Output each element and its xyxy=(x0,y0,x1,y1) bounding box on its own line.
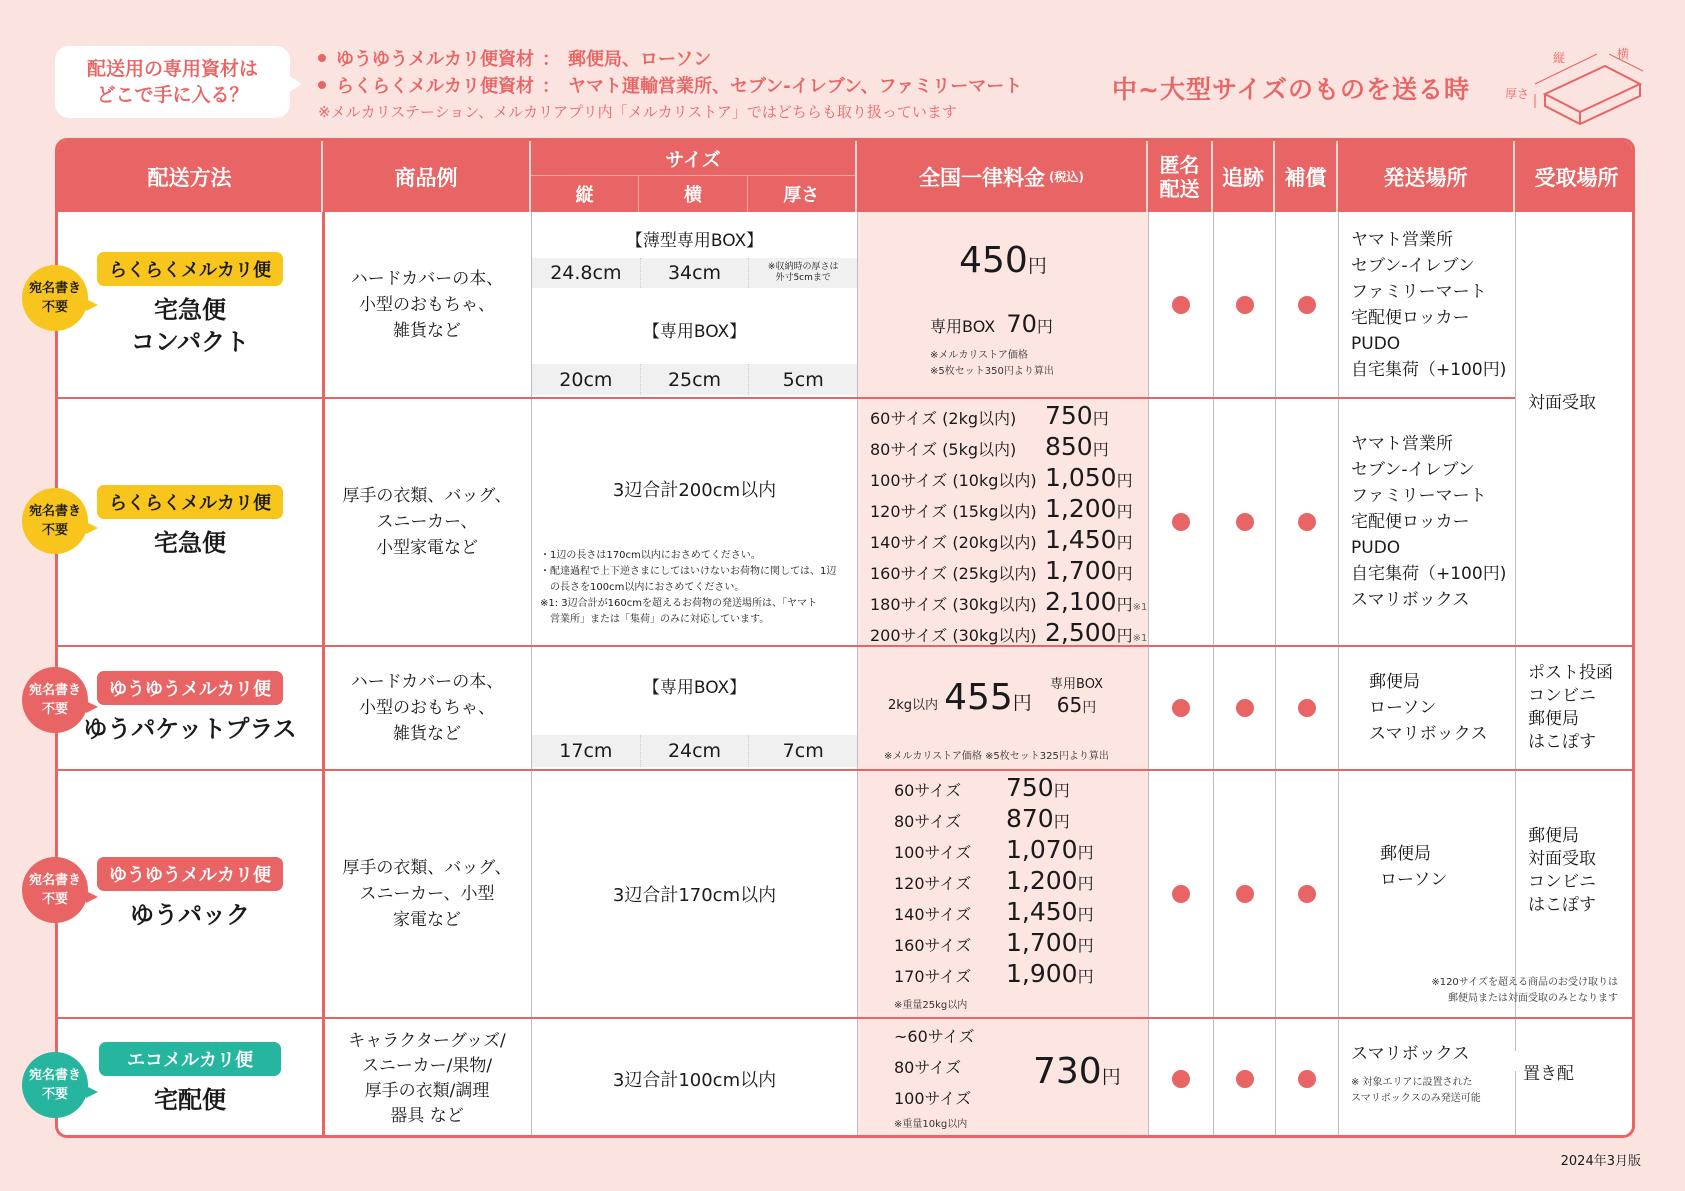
box-price xyxy=(1050,675,1103,718)
badge-line: 宛名書き xyxy=(28,683,81,698)
place: はこぽす xyxy=(1528,732,1596,752)
size-label: 80サイズ xyxy=(894,1058,962,1077)
divider xyxy=(1515,1071,1516,1135)
price-row xyxy=(894,804,1094,835)
note-line: ※5枚セット350円より算出 xyxy=(930,366,1054,377)
place: ファミリーマート xyxy=(1351,485,1487,506)
check-dot-icon xyxy=(1172,699,1190,717)
yen-unit: 円 xyxy=(1077,843,1094,862)
length-label: 縦 xyxy=(1553,51,1566,65)
method-line: コンパクト xyxy=(130,327,250,356)
price-value: 750 xyxy=(1045,401,1093,430)
item-line: 小型のおもちゃ、 xyxy=(359,698,495,718)
price-value: 1,200 xyxy=(1006,866,1078,895)
check-dot-icon xyxy=(1236,1070,1254,1088)
price-header-label: 全国一律料金 xyxy=(919,165,1045,190)
dim-width: 24cm xyxy=(641,735,750,767)
dim-thickness: 5cm xyxy=(782,368,824,391)
price-note: ※重量25kg以内 xyxy=(894,1000,968,1011)
shipping-table xyxy=(55,138,1635,1138)
badge-line: 不要 xyxy=(41,892,68,907)
dim-length: 17cm xyxy=(532,735,641,767)
place: ローソン xyxy=(1369,698,1437,718)
yen-unit: 円 xyxy=(1092,440,1109,459)
box-icon xyxy=(1505,46,1655,126)
no-address-badge xyxy=(22,857,88,923)
size-label: 160サイズ (25kg以内) xyxy=(870,564,1037,583)
size-label: 170サイズ xyxy=(894,967,972,986)
width-label: 横 xyxy=(1617,47,1630,61)
row2-compensation xyxy=(1276,398,1338,645)
price-header-tax: (税込) xyxy=(1049,170,1084,184)
place: 宅配便ロッカーPUDO xyxy=(1351,307,1470,354)
check-dot-icon xyxy=(1172,885,1190,903)
row3-ship-from xyxy=(1339,647,1515,769)
price-main xyxy=(888,677,1032,718)
service-tag: らくらくメルカリ便 xyxy=(97,252,283,286)
size-label: 160サイズ xyxy=(894,936,972,955)
footnote-ref: ※1 xyxy=(1132,602,1148,613)
row1-price xyxy=(858,212,1148,397)
material-locations: ヤマト運輸営業所、セブン-イレブン、ファミリーマート xyxy=(568,75,1023,97)
row3-tracking xyxy=(1214,647,1275,769)
price-note: ※重量10kg以内 xyxy=(894,1119,968,1130)
yen-unit: 円 xyxy=(1082,700,1097,716)
place: スマリボックス xyxy=(1369,724,1488,744)
place: 郵便局 xyxy=(1369,672,1420,692)
check-dot-icon xyxy=(1298,699,1316,717)
row4-price-list xyxy=(894,773,1094,1011)
item-line: スニーカー/果物/ xyxy=(361,1055,493,1076)
yen-unit: 円 xyxy=(1077,874,1094,893)
dim-length: 24.8cm xyxy=(532,258,641,288)
note-line: スマリボックスのみ発送可能 xyxy=(1351,1093,1481,1104)
place: スマリボックス xyxy=(1351,1044,1470,1064)
yen-unit: 円 xyxy=(1116,471,1133,490)
place: セブン-イレブン xyxy=(1351,459,1475,480)
badge-line: 不要 xyxy=(41,300,68,315)
divider xyxy=(1515,212,1516,1051)
row5-method xyxy=(58,1019,322,1138)
row1-tracking xyxy=(1214,212,1275,397)
item-line: 小型家電など xyxy=(376,537,478,558)
col-header-ship-from: 発送場所 xyxy=(1338,141,1515,212)
yen-unit: 円 xyxy=(1036,317,1053,336)
row2-anonymous xyxy=(1149,398,1213,645)
price-value: 450 xyxy=(959,240,1028,281)
place: ファミリーマート xyxy=(1351,281,1487,302)
no-address-badge xyxy=(22,488,88,554)
check-dot-icon xyxy=(1298,296,1316,314)
row5-ship-from xyxy=(1351,1041,1481,1107)
price-row xyxy=(870,463,1147,494)
size-label: 60サイズ xyxy=(894,781,962,800)
item-line: 厚手の衣類、バッグ、 xyxy=(342,858,512,878)
no-address-badge xyxy=(22,667,88,733)
note-line: ※メルカリストア価格 xyxy=(930,350,1028,361)
row2-tracking xyxy=(1214,398,1275,645)
yen-unit: 円 xyxy=(1116,595,1133,614)
note-line: 営業所」または「集荷」のみに対応しています。 xyxy=(540,614,770,625)
col-header-receive-at: 受取場所 xyxy=(1515,141,1635,212)
size-label: 180サイズ (30kg以内) xyxy=(870,595,1037,614)
size-label: 200サイズ (30kg以内) xyxy=(870,626,1037,645)
question-line-1: 配送用の専用資材は xyxy=(86,58,258,80)
note-line: 郵便局または対面受取のみとなります xyxy=(1448,993,1618,1004)
size-sub-width: 横 xyxy=(639,176,747,212)
size-label: 140サイズ (20kg以内) xyxy=(870,533,1037,552)
yen-unit: 円 xyxy=(1077,967,1094,986)
box-label: 【専用BOX】 xyxy=(642,678,747,698)
place: セブン-イレブン xyxy=(1351,255,1475,276)
box-price-value: 65 xyxy=(1056,693,1083,717)
place: ローソン xyxy=(1380,870,1448,890)
check-dot-icon xyxy=(1298,885,1316,903)
box-price xyxy=(930,310,1053,338)
price-value: 1,700 xyxy=(1045,556,1117,585)
box2-dims xyxy=(532,364,857,395)
dim-length: 20cm xyxy=(532,364,641,395)
colon: ： xyxy=(542,75,560,97)
method-line: 宅急便 xyxy=(153,295,226,324)
yen-unit: 円 xyxy=(1116,626,1133,645)
check-dot-icon xyxy=(1172,296,1190,314)
row1-items xyxy=(323,212,531,397)
colon: ： xyxy=(542,48,560,70)
badge-line: 宛名書き xyxy=(28,1068,81,1083)
question-line-2: どこで手に入る？ xyxy=(96,84,249,106)
badge-line: 不要 xyxy=(41,702,68,717)
box-label: 【薄型専用BOX】 xyxy=(625,231,764,251)
size-sub-thickness: 厚さ xyxy=(783,185,820,206)
row3-compensation xyxy=(1276,647,1338,769)
box-dimension-diagram xyxy=(1505,46,1655,126)
price-row xyxy=(894,773,1094,804)
row5-size: 3辺合計100cm以内 xyxy=(612,1069,777,1091)
yen-unit: 円 xyxy=(1077,936,1094,955)
size-label: ~60サイズ xyxy=(894,1027,975,1046)
method-name: ゆうパケットプラス xyxy=(83,715,297,743)
dim-width: 34cm xyxy=(641,258,750,288)
price-notes xyxy=(930,348,1054,380)
place: 対面受取 xyxy=(1528,849,1596,869)
materials-info xyxy=(318,44,1022,125)
badge-line: 不要 xyxy=(41,523,68,538)
material-rakuraku xyxy=(318,71,1022,98)
method-name xyxy=(131,294,249,358)
size-label: 100サイズ (10kg以内) xyxy=(870,471,1037,490)
box1-dims xyxy=(532,258,857,288)
row4-receive-at xyxy=(1528,825,1596,917)
footnote-ref: ※1 xyxy=(1132,633,1148,644)
material-label: ゆうゆうメルカリ便資材 xyxy=(336,48,534,70)
size-label: 100サイズ xyxy=(894,1089,972,1108)
check-dot-icon xyxy=(1172,1070,1190,1088)
bullet-icon xyxy=(318,54,326,62)
size-label: 100サイズ xyxy=(894,843,972,862)
place: 郵便局 xyxy=(1528,709,1579,729)
price-row xyxy=(894,897,1094,928)
row4-size: 3辺合計170cm以内 xyxy=(612,885,777,906)
item-line: 家電など xyxy=(393,910,461,930)
note-line: ※1: 3辺合計が160cmを超えるお荷物の発送場所は、「ヤマト xyxy=(540,598,817,609)
row1-size xyxy=(532,212,857,397)
row5-compensation xyxy=(1276,1019,1338,1138)
service-tag: ゆうゆうメルカリ便 xyxy=(97,671,283,705)
service-tag: ゆうゆうメルカリ便 xyxy=(97,857,283,891)
price-value: 1,070 xyxy=(1006,835,1078,864)
price-value: 730 xyxy=(1033,1051,1102,1092)
box-dims xyxy=(532,735,857,767)
item-line: 器具 など xyxy=(390,1105,464,1126)
row3-price xyxy=(858,647,1148,769)
yen-unit: 円 xyxy=(1027,255,1047,277)
place: ポスト投函 xyxy=(1528,663,1613,683)
price-value: 1,450 xyxy=(1006,897,1078,926)
price-row xyxy=(870,401,1147,432)
method-name: ゆうパック xyxy=(130,901,250,929)
place: コンビニ xyxy=(1528,872,1596,892)
size-label: 80サイズ (5kg以内) xyxy=(870,440,1017,459)
row4-compensation xyxy=(1276,771,1338,1017)
service-tag: らくらくメルカリ便 xyxy=(97,485,283,519)
price-value: 2,500 xyxy=(1045,618,1117,647)
row2-size xyxy=(532,398,857,645)
item-line: スニーカー、小型 xyxy=(359,884,495,904)
row2-price-list xyxy=(870,401,1147,649)
page-headline: 中~大型サイズのものを送る時 xyxy=(1112,75,1470,104)
dim-thickness-note xyxy=(749,258,857,288)
item-line: スニーカー、 xyxy=(376,511,478,532)
place: ヤマト営業所 xyxy=(1351,433,1453,454)
item-line: 厚手の衣類、バッグ、 xyxy=(342,485,512,506)
price-value: 1,700 xyxy=(1006,928,1078,957)
weight-limit: 2kg以内 xyxy=(888,698,939,713)
yen-unit: 円 xyxy=(1116,564,1133,583)
price-row xyxy=(870,432,1147,463)
check-dot-icon xyxy=(1298,1070,1316,1088)
item-line: ハードカバーの本、 xyxy=(350,268,504,289)
row4-tracking xyxy=(1214,771,1275,1017)
ship-note xyxy=(1351,1075,1481,1107)
row1-anonymous xyxy=(1149,212,1213,397)
receive-at-shared: 対面受取 xyxy=(1528,393,1596,413)
price-row xyxy=(894,928,1094,959)
size-notes xyxy=(540,548,836,628)
place: ヤマト営業所 xyxy=(1351,229,1453,250)
size-label: 60サイズ (2kg以内) xyxy=(870,409,1017,428)
price-row xyxy=(870,587,1147,618)
item-line: 厚手の衣類/調理 xyxy=(364,1080,490,1101)
check-dot-icon xyxy=(1236,699,1254,717)
col-header-price xyxy=(857,141,1148,212)
note-line: ※120サイズを超える商品のお受け取りは xyxy=(1431,977,1618,988)
place: 郵便局 xyxy=(1380,844,1431,864)
check-dot-icon xyxy=(1298,513,1316,531)
box-label: 【専用BOX】 xyxy=(642,322,747,342)
row3-size xyxy=(532,647,857,769)
question-bubble xyxy=(55,46,290,118)
check-dot-icon xyxy=(1236,296,1254,314)
dim-width: 25cm xyxy=(641,364,750,395)
place: スマリボックス xyxy=(1351,589,1470,610)
material-locations: 郵便局、ローソン xyxy=(568,48,712,70)
place: 自宅集荷（+100円) xyxy=(1351,359,1507,380)
row5-size-list xyxy=(894,1021,975,1136)
item-line: 雑貨など xyxy=(393,320,461,341)
row3-anonymous xyxy=(1149,647,1213,769)
row1-compensation xyxy=(1276,212,1338,397)
size-label: 80サイズ xyxy=(894,812,962,831)
row5-receive-at: 置き配 xyxy=(1523,1064,1574,1084)
yen-unit: 円 xyxy=(1077,905,1094,924)
row4-anonymous xyxy=(1149,771,1213,1017)
note-line: 外寸5cmまで xyxy=(775,273,831,283)
price-value: 750 xyxy=(1006,773,1054,802)
size-summary: 3辺合計200cm以内 xyxy=(612,480,777,501)
place: 郵便局 xyxy=(1528,826,1579,846)
dim-thickness: 7cm xyxy=(782,740,824,762)
col-header-anonymous xyxy=(1148,141,1213,212)
method-name: 宅配便 xyxy=(154,1085,226,1114)
receive-note xyxy=(1431,975,1618,1007)
col-header-size xyxy=(531,141,857,212)
material-label: らくらくメルカリ便資材 xyxy=(336,75,534,97)
check-dot-icon xyxy=(1236,885,1254,903)
price-value: 1,900 xyxy=(1006,959,1078,988)
check-dot-icon xyxy=(1236,513,1254,531)
price-note: ※メルカリストア価格 ※5枚セット325円より算出 xyxy=(884,751,1109,762)
row5-anonymous xyxy=(1149,1019,1213,1138)
yen-unit: 円 xyxy=(1053,781,1070,800)
yen-unit: 円 xyxy=(1116,502,1133,521)
service-tag: エコメルカリ便 xyxy=(99,1042,281,1076)
col-header-tracking: 追跡 xyxy=(1213,141,1275,212)
price-row xyxy=(870,556,1147,587)
edition-label: 2024年3月版 xyxy=(1560,1154,1641,1169)
materials-note: ※メルカリステーション、メルカリアプリ内「メルカリストア」ではどちらも取り扱っています xyxy=(318,103,957,121)
material-yuyu xyxy=(318,44,1022,71)
place: 宅配便ロッカーPUDO xyxy=(1351,511,1470,558)
box-price-value: 70 xyxy=(1006,310,1037,338)
badge-line: 宛名書き xyxy=(28,504,81,519)
no-address-badge xyxy=(22,1052,88,1118)
thickness-label: 厚さ xyxy=(1505,87,1530,101)
method-name: 宅急便 xyxy=(154,528,226,557)
price-main xyxy=(858,240,1148,281)
item-line: ハードカバーの本、 xyxy=(350,672,504,692)
size-title: サイズ xyxy=(531,141,855,176)
price-row xyxy=(870,618,1147,649)
size-sub-length: 縦 xyxy=(531,176,639,212)
item-line: 雑貨など xyxy=(393,724,461,744)
badge-line: 宛名書き xyxy=(28,281,81,296)
badge-line: 不要 xyxy=(41,1087,68,1102)
note-line: ※ 対象エリアに設置された xyxy=(1351,1077,1473,1088)
price-value: 870 xyxy=(1006,804,1054,833)
yen-unit: 円 xyxy=(1012,692,1032,714)
place: コンビニ xyxy=(1528,686,1596,706)
price-value: 2,100 xyxy=(1045,587,1117,616)
price-row xyxy=(894,866,1094,897)
price-value: 850 xyxy=(1045,432,1093,461)
note-line: ・1辺の長さは170cm以内におさめてください。 xyxy=(540,550,761,561)
price-row xyxy=(870,494,1147,525)
check-dot-icon xyxy=(1172,513,1190,531)
note-line: ・配達過程で上下逆さまにしてはいけないお荷物に関しては、1辺 xyxy=(540,566,837,577)
col-header-compensation: 補償 xyxy=(1275,141,1338,212)
yen-unit: 円 xyxy=(1101,1066,1121,1088)
place: はこぽす xyxy=(1528,895,1596,915)
size-label: 120サイズ xyxy=(894,874,972,893)
price-value: 1,050 xyxy=(1045,463,1117,492)
price-row xyxy=(870,525,1147,556)
place: 自宅集荷（+100円) xyxy=(1351,563,1507,584)
row2-ship-from xyxy=(1339,398,1515,645)
bullet-icon xyxy=(318,81,326,89)
anonymous-line-1: 匿名 xyxy=(1159,152,1200,177)
size-label: 140サイズ xyxy=(894,905,972,924)
col-header-method: 配送方法 xyxy=(58,141,323,212)
box-price-label: 専用BOX xyxy=(930,317,996,336)
yen-unit: 円 xyxy=(1092,409,1109,428)
size-label: 120サイズ (15kg以内) xyxy=(870,502,1037,521)
row5-tracking xyxy=(1214,1019,1275,1138)
note-line: ※収納時の厚さは xyxy=(767,262,839,272)
yen-unit: 円 xyxy=(1053,812,1070,831)
item-line: 小型のおもちゃ、 xyxy=(359,294,495,315)
price-row xyxy=(894,959,1094,990)
note-line: の長さを100cm以内におさめてください。 xyxy=(540,582,745,593)
price-value: 455 xyxy=(944,677,1013,718)
badge-line: 宛名書き xyxy=(28,873,81,888)
price-value: 1,450 xyxy=(1045,525,1117,554)
row1-ship-from xyxy=(1339,212,1515,397)
box-price-label: 専用BOX xyxy=(1050,677,1103,692)
row3-receive-at xyxy=(1516,647,1635,769)
row4-ship-from xyxy=(1380,841,1447,893)
yen-unit: 円 xyxy=(1116,533,1133,552)
no-address-badge xyxy=(22,265,88,331)
row5-items xyxy=(323,1019,531,1138)
price-row xyxy=(894,835,1094,866)
row5-price xyxy=(1033,1051,1121,1092)
price-value: 1,200 xyxy=(1045,494,1117,523)
item-line: キャラクターグッズ/ xyxy=(348,1030,506,1051)
row4-items xyxy=(323,771,531,1017)
row2-items xyxy=(323,398,531,645)
col-header-items: 商品例 xyxy=(323,141,531,212)
row3-items xyxy=(323,647,531,769)
anonymous-line-2: 配送 xyxy=(1159,176,1200,201)
